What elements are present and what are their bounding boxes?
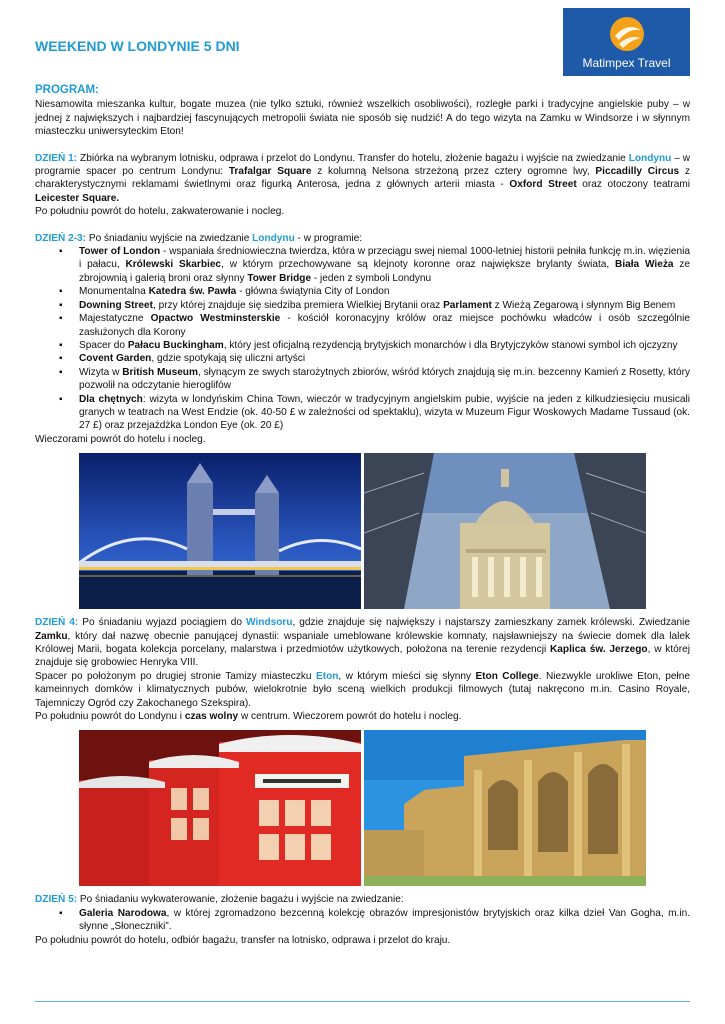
st-pauls-cathedral-photo bbox=[364, 453, 646, 609]
day4-text: Po śniadaniu wyjazd pociągiem do bbox=[78, 617, 247, 629]
day4-chapel: Kaplica św. Jerzego bbox=[550, 643, 648, 655]
day23-city: Londynu bbox=[252, 232, 295, 244]
day1-label: DZIEŃ 1: bbox=[35, 152, 78, 164]
program-intro: Niesamowita mieszanka kultur, bogate muzea (nie tylko sztuki, również wszelkich osobliwości), rozległe parki i tradycyjne angielskie puby – w jednej z największych i najbardziej fascynujących metropolii świata nie sposób się nudzić! A do tego wizyta na Zamku w Windsorze i w słynnym miasteczku uniwersyteckim Eton! bbox=[35, 99, 690, 138]
item-bold: Pałacu Buckingham bbox=[127, 339, 224, 351]
list-item bbox=[79, 339, 690, 352]
photo-row-1 bbox=[79, 453, 690, 609]
day4-text: Po południu powrót do Londynu i bbox=[35, 711, 185, 722]
day1-paragraph bbox=[35, 152, 690, 206]
day4-text: , w której znajduje się grobowiec Henryka VIII. bbox=[35, 643, 690, 669]
day4-text: , gdzie znajduje się największy i najstarszy zamieszkany zamek królewski. Zwiedzanie bbox=[292, 617, 690, 629]
item-bold: Parlament bbox=[443, 299, 492, 311]
list-item bbox=[79, 907, 690, 934]
item-text: Monumentalna bbox=[79, 286, 149, 298]
day23-list bbox=[35, 245, 690, 433]
day23-label: DZIEŃ 2-3: bbox=[35, 232, 87, 244]
item-text: : wizyta w londyńskim China Town, wieczór w tradycyjnym angielskim pubie, wyjście na jeden z kilkudziesięciu musicali granych w teatrach na West Endzie (ok. 40-50 £ w zależności od spektaklu), wizyta w Muzeum Figur Woskowych Madame Tussaud (ok. 27 £) oraz przejażdżka London Eye (ok. 20 £) bbox=[79, 393, 691, 432]
item-bold: Tower of London bbox=[79, 246, 161, 258]
item-bold: Tower Bridge bbox=[247, 272, 312, 284]
item-bold: Galeria Narodowa bbox=[79, 907, 167, 919]
program-heading: PROGRAM: bbox=[35, 84, 99, 96]
item-text: Wizyta w bbox=[79, 366, 123, 378]
item-bold: Katedra św. Pawła bbox=[148, 286, 237, 298]
item-text: z Wieżą Zegarową i słynnym Big Benem bbox=[491, 299, 676, 311]
logo-text: Matimpex Travel bbox=[582, 55, 671, 70]
piccadilly-circus: Piccadilly Circus bbox=[595, 166, 680, 178]
day23-after: Wieczorami powrót do hotelu i nocleg. bbox=[35, 433, 206, 445]
leicester-square: Leicester Square. bbox=[35, 192, 120, 204]
list-item bbox=[79, 312, 690, 339]
list-item bbox=[79, 299, 690, 312]
day1-text: Zbiórka na wybranym lotnisku, odprawa i przelot do Londynu. Transfer do hotelu, złożenie bagażu i wyjście na zwiedzanie bbox=[77, 152, 629, 164]
day5-text: Po śniadaniu wykwaterowanie, złożenie bagażu i wyjście na zwiedzanie: bbox=[77, 894, 404, 906]
list-item bbox=[79, 352, 690, 365]
matimpex-logo bbox=[563, 8, 690, 76]
list-item bbox=[79, 366, 690, 393]
item-bold: Dla chętnych bbox=[79, 393, 143, 405]
day5-list bbox=[35, 907, 690, 934]
list-item bbox=[79, 245, 690, 285]
day4-text: , w którym mieści się słynny bbox=[338, 670, 476, 682]
item-bold: Downing Street bbox=[79, 299, 154, 311]
item-bold: Opactwo Westminsterskie bbox=[150, 313, 281, 325]
day4-free-time: czas wolny bbox=[184, 711, 239, 722]
photo-row-2 bbox=[79, 730, 690, 886]
day4-text: . Niezwykle urokliwe Eton, pełne kameinnych domków i klimatycznych pubów, wielokrotnie było sceną wielkich produkcji filmowych (tutaj nakręcono m.in. Casino Royale, Tajemniczy Ogród czy Zakochanego Szekspira). bbox=[35, 670, 690, 709]
day5-label: DZIEŃ 5: bbox=[35, 894, 78, 906]
day1-text: oraz otoczony teatrami bbox=[576, 179, 690, 191]
item-text: , w której zgromadzono bezcenną kolekcję obrazów impresjonistów brytyjskich oraz kilka dzieł Van Gogha, m.in. słynne „Słoneczniki”. bbox=[79, 907, 690, 933]
day5-paragraph bbox=[35, 893, 690, 906]
windsor-chapel-photo bbox=[364, 730, 646, 886]
item-text: , który jest oficjalną rezydencją brytyjskich monarchów i dla Brytyjczyków stanowi symbol ich ojczyzny bbox=[223, 339, 678, 351]
item-text: - jeden z symboli Londynu bbox=[311, 272, 432, 284]
day4-text: Spacer po położonym po drugiej stronie Tamizy miasteczku bbox=[35, 670, 316, 682]
item-bold: British Museum bbox=[122, 366, 198, 378]
day4-paragraph bbox=[35, 616, 690, 670]
item-text: - wspaniała średniowieczna twierdza, która w przeciągu swej niemal 1000-letniej historii pełniła funkcję m.in. więzienia i pałacu, bbox=[79, 246, 690, 271]
item-bold: Covent Garden bbox=[79, 353, 152, 365]
item-text: - główna świątynia City of London bbox=[236, 286, 390, 298]
list-item bbox=[79, 285, 690, 298]
day23-text: Po śniadaniu wyjście na zwiedzanie bbox=[86, 232, 253, 244]
day1-text: z charakterystycznymi reklamami świetlnymi oraz figurką Anterosa, jedna z głównych arterii miasta - bbox=[35, 166, 691, 191]
day1-text: z kolumną Nelsona strzeżoną przez cztery ogromne lwy, bbox=[311, 166, 596, 178]
day1-text: – w programie spacer po centrum Londynu: bbox=[35, 152, 691, 178]
page-title: WEEKEND W LONDYNIE 5 DNI bbox=[35, 38, 240, 54]
oxford-street: Oxford Street bbox=[509, 179, 577, 191]
item-bold: Biała Wieża bbox=[615, 259, 674, 271]
day23-text: - w programie: bbox=[294, 232, 363, 244]
tower-bridge-night-photo bbox=[79, 453, 361, 609]
main-content bbox=[35, 84, 690, 947]
list-item bbox=[79, 393, 690, 433]
item-text: , w którym przechowywane są klejnoty koronne oraz największe brylanty świata, bbox=[221, 259, 616, 271]
day4-eton: Eton bbox=[315, 670, 339, 682]
item-text: Majestatyczne bbox=[79, 313, 151, 325]
logo-globe-icon bbox=[607, 14, 647, 54]
trafalgar-square: Trafalgar Square bbox=[228, 166, 312, 178]
day5-after: Po południu powrót do hotelu, odbiór bagażu, transfer na lotnisko, odprawa i przelot do kraju. bbox=[35, 934, 451, 946]
item-bold: Królewski Skarbiec bbox=[125, 259, 222, 271]
day4-text: w centrum. Wieczorem powrót do hotelu i nocleg. bbox=[238, 711, 462, 722]
item-text: Spacer do bbox=[79, 339, 128, 351]
day4-label: DZIEŃ 4: bbox=[35, 617, 79, 629]
day4-eton-paragraph bbox=[35, 670, 690, 710]
red-telephone-boxes-photo bbox=[79, 730, 361, 886]
day1-after: Po południu powrót do hotelu, zakwaterowanie i nocleg. bbox=[35, 206, 285, 218]
day4-after bbox=[35, 710, 690, 723]
day4-windsor: Windsoru bbox=[246, 617, 293, 629]
day4-text: , który dał nazwę obecnie panującej dynastii: wspaniale umeblowane królewskie komnaty, najsławniejszy na świecie domek dla lalek Królowej Marii, bogata kolekcja porcelany, malarstwa i przedmiotów użytkowych, położona na terenie rezydencji bbox=[35, 630, 690, 655]
day4-castle: Zamku bbox=[35, 630, 68, 642]
day23-paragraph bbox=[35, 232, 690, 245]
item-text: - kościół koronacyjny królów oraz miejsce pochówku władców i osób szczególnie zasłużonych dla Korony bbox=[79, 313, 690, 338]
item-text: , słynącym ze swych starożytnych zbiorów, wśród których znajdują się m.in. bezcenny Kamień z Rosetty, który pozwolił na odczytanie hieroglifów bbox=[79, 366, 690, 392]
item-text: , gdzie spotykają się uliczni artyści bbox=[151, 353, 306, 365]
item-text: ze zbrojownią i galerią broni oraz słynny bbox=[79, 259, 691, 284]
day4-college: Eton College bbox=[475, 670, 539, 682]
item-text: , przy której znajduje się siedziba premiera Wielkiej Brytanii oraz bbox=[153, 299, 444, 311]
day1-city: Londynu bbox=[628, 152, 672, 164]
footer-divider bbox=[35, 1001, 690, 1002]
